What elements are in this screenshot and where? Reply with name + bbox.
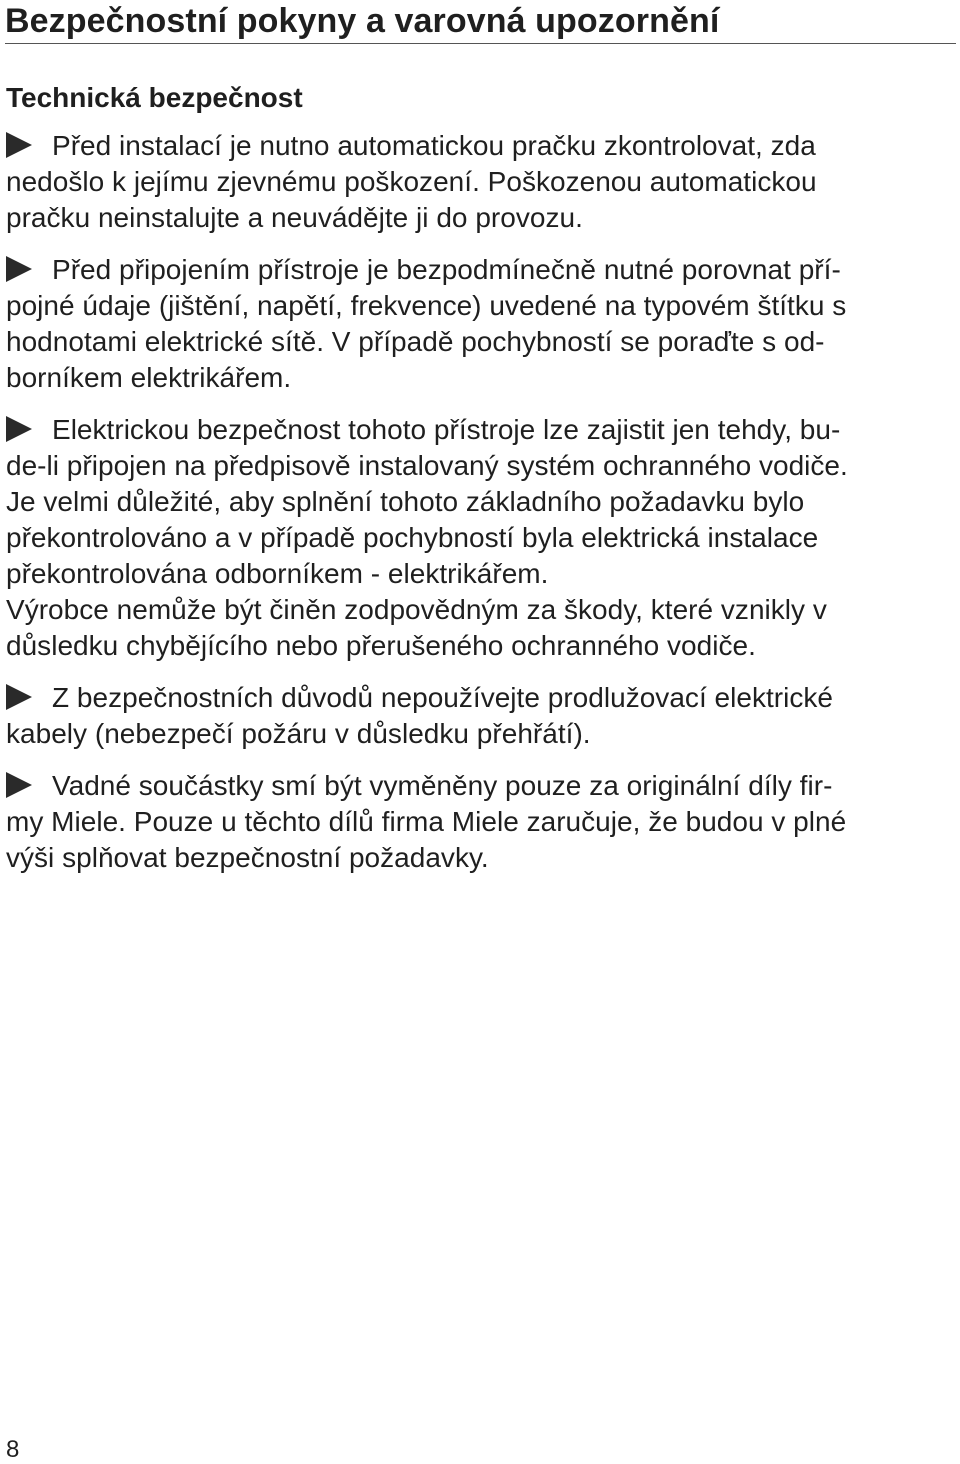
instruction-paragraph	[6, 252, 956, 396]
instruction-paragraph	[6, 412, 956, 592]
paragraph-line: Z bezpečnostních důvodů nepoužívejte prodlužovací elektrické	[6, 680, 956, 716]
safety-instructions	[6, 128, 956, 892]
paragraph-line: my Miele. Pouze u těchto dílů firma Miele zaručuje, že budou v plné	[6, 806, 847, 837]
paragraph-line: nedošlo k jejímu zjevnému poškození. Poškozenou automatickou	[6, 166, 817, 197]
title-divider	[5, 43, 956, 44]
instruction-paragraph	[6, 128, 956, 236]
paragraph-line: hodnotami elektrické sítě. V případě pochybností se poraďte s od-	[6, 326, 825, 357]
paragraph-line: pračku neinstalujte a neuvádějte ji do provozu.	[6, 202, 583, 233]
paragraph-line: Před připojením přístroje je bezpodmínečně nutné porovnat pří-	[6, 252, 956, 288]
paragraph-line: de-li připojen na předpisově instalovaný systém ochranného vodiče.	[6, 450, 848, 481]
instruction-paragraph	[6, 592, 956, 664]
paragraph-line: borníkem elektrikářem.	[6, 362, 292, 393]
right-triangle-bullet-icon	[6, 772, 32, 798]
paragraph-line: Elektrickou bezpečnost tohoto přístroje lze zajistit jen tehdy, bu-	[6, 412, 956, 448]
paragraph-line: překontrolováno a v případě pochybností byla elektrická instalace	[6, 522, 819, 553]
paragraph-line: Vadné součástky smí být vyměněny pouze za originální díly fir-	[6, 768, 956, 804]
right-triangle-bullet-icon	[6, 416, 32, 442]
right-triangle-bullet-icon	[6, 132, 32, 158]
right-triangle-bullet-icon	[6, 256, 32, 282]
instruction-paragraph	[6, 768, 956, 876]
instruction-paragraph	[6, 680, 956, 752]
paragraph-line: důsledku chybějícího nebo přerušeného ochranného vodiče.	[6, 630, 756, 661]
paragraph-line: překontrolována odborníkem - elektrikářem.	[6, 558, 549, 589]
paragraph-line: Je velmi důležité, aby splnění tohoto základního požadavku bylo	[6, 486, 805, 517]
page-number: 8	[6, 1436, 20, 1463]
paragraph-line: výši splňovat bezpečnostní požadavky.	[6, 842, 489, 873]
section-heading: Technická bezpečnost	[6, 82, 303, 113]
page-title: Bezpečnostní pokyny a varovná upozornění	[5, 2, 720, 40]
paragraph-line: Před instalací je nutno automatickou pračku zkontrolovat, zda	[6, 128, 956, 164]
right-triangle-bullet-icon	[6, 684, 32, 710]
paragraph-line: kabely (nebezpečí požáru v důsledku přehřátí).	[6, 718, 591, 749]
paragraph-line: pojné údaje (jištění, napětí, frekvence) uvedené na typovém štítku s	[6, 290, 847, 321]
paragraph-line: Výrobce nemůže být činěn zodpovědným za škody, které vznikly v	[6, 594, 827, 625]
